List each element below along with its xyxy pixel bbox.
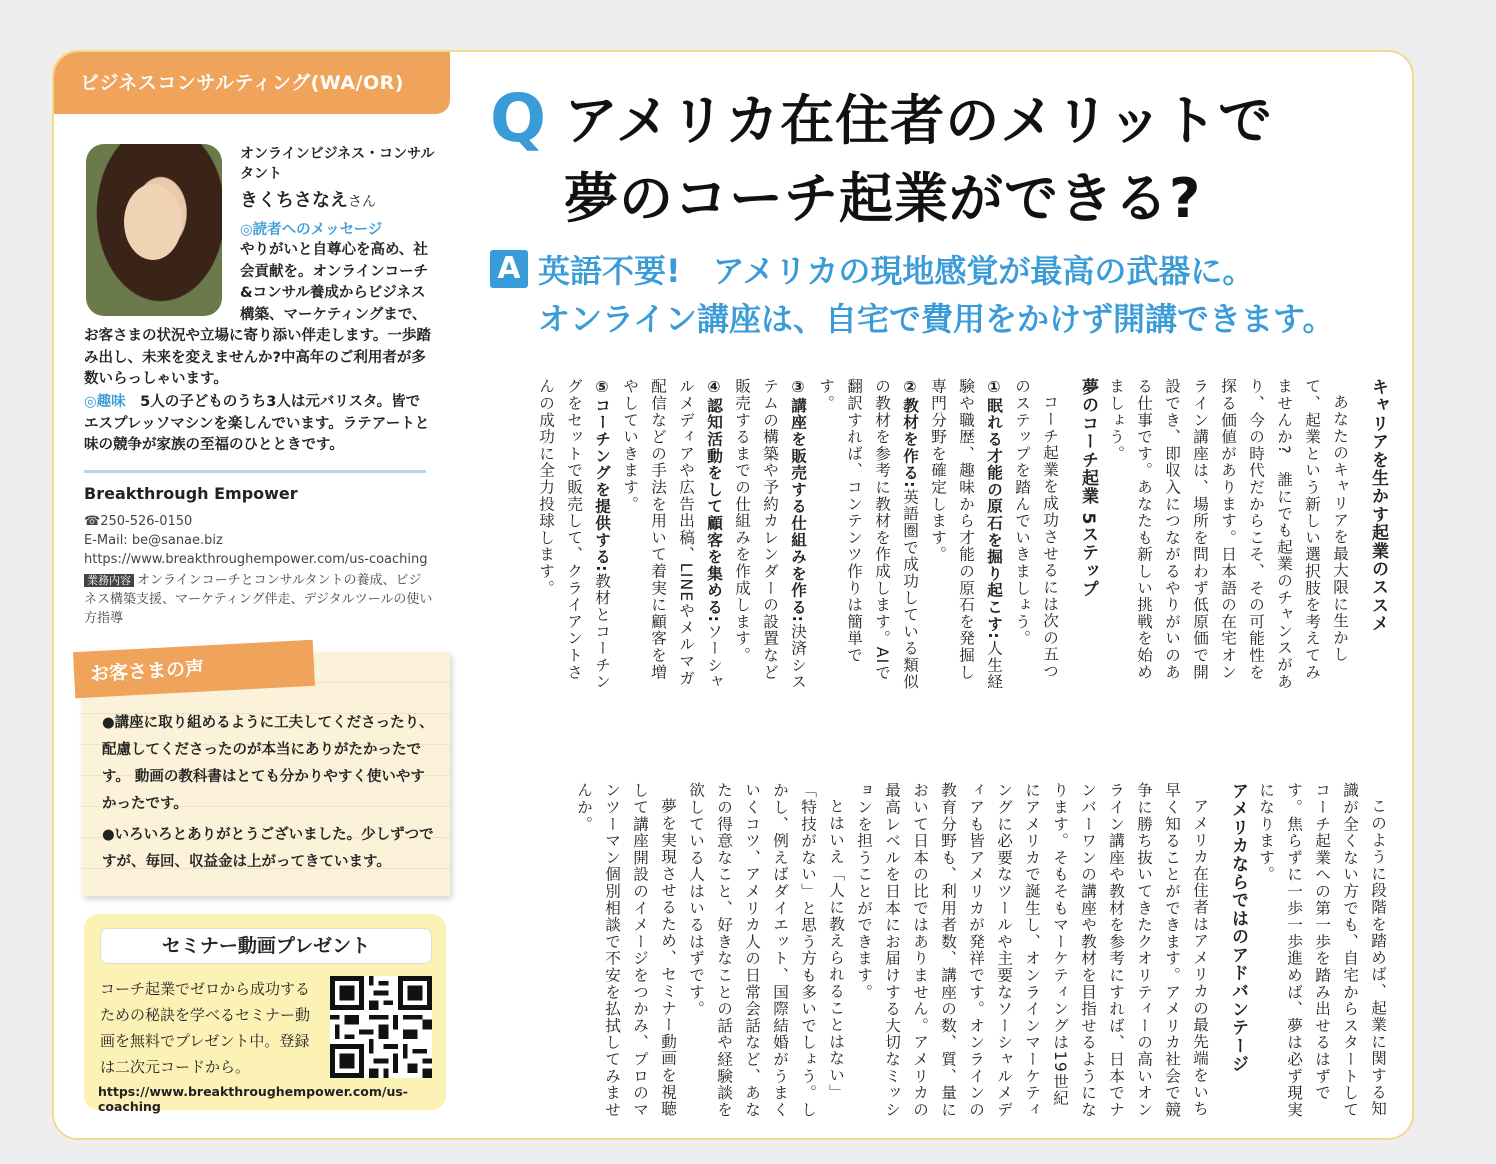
- hobby-text: 5人の子どものうち3人は元バリスタ。皆でエスプレッソマシンを楽しんでいます。ラテアートと味の競争が家族の至福のひとときです。: [84, 394, 430, 453]
- voice-item-1: ●講座に取り組めるように工夫してくださったり、配慮してくださったのが本当にありがたかったです。 動画の教科書はとても分かりやすく使いやすかったです。: [102, 715, 434, 812]
- voice-item-2: ●いろいろとありがとうございました。少しずつですが、毎回、収益金は上がってきています。: [102, 827, 434, 870]
- heading-advantage: アメリカならではのアドバンテージ: [1228, 782, 1248, 1074]
- message-text: [84, 240, 432, 391]
- present-title: セミナー動画プレゼント: [100, 928, 432, 964]
- para-summary: このように段階を踏めば、起業に関する知識が全くない方でも、自宅からスタートしてコーチ起業への第一歩を踏み出せるはずです。焦らずに一歩一歩進めば、夢は必ず現実になります。: [1257, 782, 1387, 1118]
- present-url[interactable]: https://www.breakthroughempower.com/us-coaching: [98, 1084, 408, 1114]
- para-closing: 夢を実現させるため、セミナー動画を視聴して講座開設のイメージをつかみ、プロのマンツーマン個別相談で不安を払拭してみませんか。: [575, 782, 677, 1118]
- company-email[interactable]: E-Mail: be@sanae.biz: [84, 533, 223, 548]
- step-2: [812, 378, 924, 692]
- step-2-text: 英語圏で成功している類似の教材を参考に教材を作成します。AIで翻訳すれば、コンテンツ作りは簡単です。: [817, 378, 919, 691]
- customer-voice-title: お客さまの声: [73, 640, 315, 698]
- profile-role: オンラインビジネス・コンサルタント: [240, 146, 435, 182]
- step-5-title: ⑤コーチングを提供する:: [593, 378, 611, 573]
- para-however: とはいえ「人に教えられることはない」「特技がない」と思う方も多いでしょう。しかし、例えばダイエット、国際結婚がうまくいくコツ、アメリカ人の日常会話など、あなたの得意なこと、好きなことの話や経験談を欲している人はいるはずです。: [687, 782, 845, 1118]
- profile-name-text: きくちさなえ: [240, 190, 348, 211]
- question-line-1: アメリカ在住者のメリットで: [564, 89, 1274, 152]
- question-line-2: 夢のコーチ起業ができる?: [564, 167, 1202, 230]
- seminar-present-box: [84, 914, 446, 1114]
- hobby-label: ◎趣味: [84, 394, 126, 410]
- business-text: オンラインコーチとコンサルタントの養成、ビジネス構築支援、マーケティング伴走、デジタルツールの使い方指導: [84, 573, 433, 626]
- article-card: [52, 50, 1414, 1140]
- q-mark: Q: [490, 80, 547, 157]
- step-3-text: 決済システムの構築や予約カレンダーの設置など販売するまでの仕組みを作成します。: [733, 378, 807, 691]
- profile-name: [240, 186, 376, 212]
- step-5-text: 教材とコーチングをセットで販売して、クライアントさんの成功に全力投球します。: [537, 378, 611, 691]
- profile-sidebar: [54, 52, 452, 1138]
- business-content: [84, 571, 434, 628]
- business-tag: 業務内容: [84, 574, 134, 587]
- step-2-title: ②教材を作る:: [901, 378, 919, 489]
- step-4: [616, 378, 728, 692]
- step-3-title: ③講座を販売する仕組みを作る:: [789, 378, 807, 624]
- step-4-text: ソーシャルメディアや広告出稿、LINEやメルマガ配信などの手法を用いて着実に顧客を増やしていきます。: [621, 378, 723, 691]
- article-lower-block: [494, 782, 1392, 1118]
- company-name: Breakthrough Empower: [84, 484, 298, 503]
- step-5: [532, 378, 616, 692]
- para-advantage: アメリカ在住者はアメリカの最先端をいち早く知ることができます。アメリカ社会で競争に勝ち抜いてきたクオリティーの高いオンライン講座や教材を参考にすれば、日本でナンバーワンの講座や教材を目指せるようになります。そもそもマーケティングは19世紀にアメリカで誕生し、オンラインマーケティングに必要なツールや主要なソーシャルメディアも皆アメリカが発祥です。オンラインの教育分野も、利用者数、講座の数、質、量において日本の比ではありません。アメリカの最高レベルを日本にお届けする大切なミッションを担うことができます。: [855, 782, 1209, 1118]
- present-text: コーチ起業でゼロから成功するための秘訣を学べるセミナー動画を無料でプレゼント中。登録は二次元コードから。: [100, 980, 311, 1076]
- a-mark: A: [490, 250, 528, 288]
- answer-line-2: オンライン講座は、自宅で費用をかけず開講できます。: [538, 300, 1335, 338]
- profile-honorific: さん: [348, 194, 376, 210]
- answer-headline: [490, 244, 1400, 344]
- customer-voice-box: [82, 652, 450, 896]
- divider: [84, 470, 426, 473]
- para-intro: あなたのキャリアを最大限に生かして、起業という新しい選択肢を考えてみませんか? 誰にでも起業のチャンスがあり、今の時代だからこそ、その可能性を探る価値があります。日本語の在宅オンライン講座は、場所を問わず低原価で開設でき、即収入につながるやりがいのある仕事です。あなたも新しい挑戦を始めましょう。: [1107, 378, 1349, 690]
- answer-line-1: 英語不要! アメリカの現地感覚が最高の武器に。: [538, 252, 1255, 290]
- category-tab: ビジネスコンサルティング(WA/OR): [54, 52, 450, 114]
- contact-info: [84, 512, 434, 628]
- step-3: [728, 378, 812, 692]
- heading-five-steps: 夢のコーチ起業 5ステップ: [1078, 378, 1098, 599]
- message-body: やりがいと自尊心を高め、社会貢献を。オンラインコーチ&コンサル養成からビジネス構築、マーケティングまで、お客さまの状況や立場に寄り添い伴走します。一歩踏み出し、未来を変えませんか?中高年のご利用者が多数いらっしゃいます。: [84, 242, 431, 387]
- step-1-text: 人生経験や職歴、趣味から才能の原石を発掘し専門分野を確定します。: [929, 378, 1003, 691]
- step-4-title: ④認知活動をして顧客を集める:: [705, 378, 723, 624]
- heading-career: キャリアを生かす起業のススメ: [1368, 378, 1388, 633]
- step-1-title: ①眠れる才能の原石を掘り起こす:: [985, 378, 1003, 640]
- qr-code-icon[interactable]: [330, 976, 432, 1078]
- message-label: ◎読者へのメッセージ: [240, 222, 383, 238]
- company-url[interactable]: https://www.breakthroughempower.com/us-coaching: [84, 552, 428, 567]
- company-phone: ☎250-526-0150: [84, 514, 193, 529]
- question-headline: [490, 78, 1390, 268]
- para-steps-intro: コーチ起業を成功させるには次の五つのステップを踏んでいきましょう。: [1013, 378, 1059, 680]
- article-upper-block: [494, 378, 1392, 692]
- hobby: [84, 392, 434, 457]
- step-1: [924, 378, 1008, 692]
